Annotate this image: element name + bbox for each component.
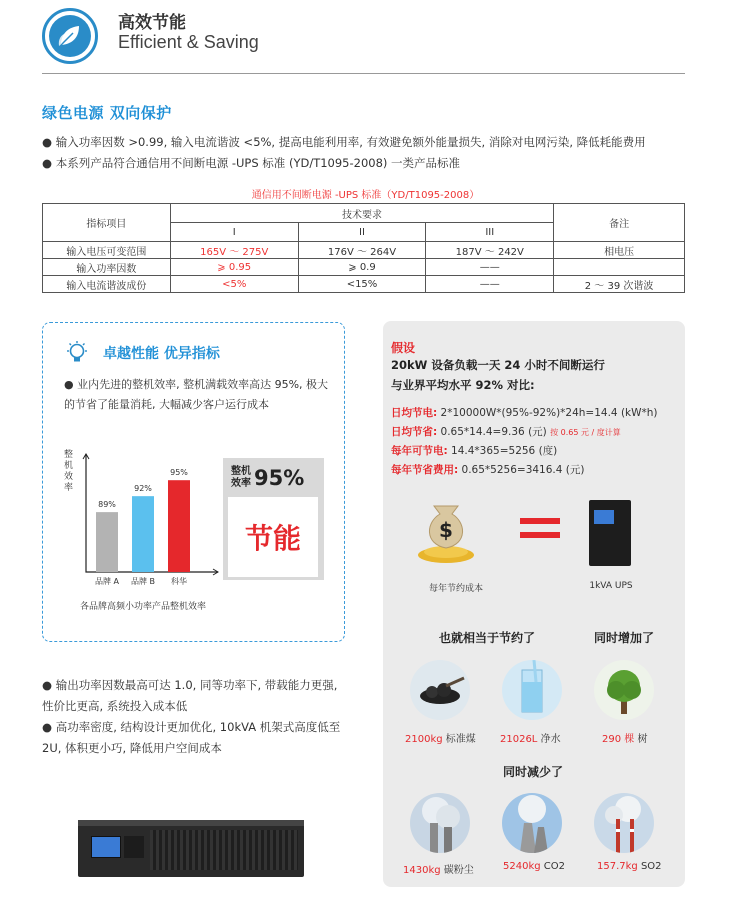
leaf-icon	[49, 15, 91, 57]
ups-label: 1kVA UPS	[589, 581, 633, 591]
cell-item: 输入功率因数	[43, 259, 171, 276]
cell-v1: <5%	[170, 276, 298, 293]
dust-result: 1430kg 碳粉尘	[403, 865, 474, 876]
efficiency-label	[231, 466, 251, 490]
bar-1	[132, 496, 154, 572]
bullet-3: ● 输出功率因数最高可达 1.0, 同等功率下, 带载能力更强, 性价比更高, 系统投入成本低	[42, 678, 338, 713]
bar-0	[96, 512, 118, 572]
tree-result: 290 棵 树	[602, 734, 648, 745]
equal-heading: 也就相当于节约了	[439, 631, 536, 645]
page-title-cn: 高效节能	[118, 13, 186, 33]
tower-ups-screen	[594, 510, 614, 524]
cell-v2: <15%	[298, 276, 426, 293]
rack-ups-buttons	[124, 836, 144, 858]
chart-caption: 各品牌高频小功率产品整机效率	[80, 602, 207, 612]
cell-item: 输入电压可变范围	[43, 242, 171, 259]
water-glass-icon	[502, 660, 562, 720]
rack-ups-screen	[91, 836, 121, 858]
category-label: 品牌 A	[94, 577, 120, 586]
cell-v1: 165V ～ 275V	[170, 242, 298, 259]
bar-value-label: 95%	[170, 468, 188, 478]
equal-sign-top	[520, 518, 560, 524]
chart-ylabel: 整机效率	[64, 450, 74, 493]
bar-value-label: 92%	[134, 484, 152, 494]
level-2: II	[298, 223, 426, 242]
so2-chimney-icon	[594, 793, 654, 853]
table-row	[43, 276, 685, 293]
so2-result: 157.7kg SO2	[597, 861, 662, 872]
cell-v2: ⩾ 0.9	[298, 259, 426, 276]
section-title: 绿色电源 双向保护	[42, 104, 172, 122]
co2-result: 5240kg CO2	[503, 861, 565, 872]
bar-2	[168, 480, 190, 572]
money-bag-icon	[416, 492, 476, 564]
cell-v1: ⩾ 0.95	[170, 259, 298, 276]
calc-yearly-power: 每年可节电: 14.4*365=5256 (度)	[391, 445, 558, 457]
energy-saving-text: 节能	[244, 522, 301, 555]
tree-icon	[594, 660, 654, 720]
calc-daily-power: 日均节电: 2*10000W*(95%-92%)*24h=14.4 (kW*h)	[391, 407, 658, 419]
assumption-line-1: 20kW 设备负载一天 24 小时不间断运行	[391, 358, 605, 372]
efficiency-label-2: 效率	[231, 478, 251, 489]
coal-result: 2100kg 标准煤	[405, 734, 476, 745]
coal-icon	[410, 660, 470, 720]
reduce-heading: 同时减少了	[503, 765, 564, 779]
table-caption: 通信用不间断电源 -UPS 标准（YD/T1095-2008）	[251, 190, 480, 201]
calc-yearly-saving: 每年节省费用: 0.65*5256=3416.4 (元)	[391, 464, 585, 476]
money-label: 每年节约成本	[428, 584, 483, 594]
calc-daily-saving: 日均节省: 0.65*14.4=9.36 (元) 按 0.65 元 / 度计算	[391, 426, 621, 438]
bullet-4: ● 高功率密度, 结构设计更加优化, 10kVA 机架式高度低至 2U, 体积更小巧, 降低用户空间成本	[42, 720, 341, 755]
category-label: 科华	[171, 577, 187, 586]
header-divider	[42, 73, 685, 74]
bullet-2: ● 本系列产品符合通信用不间断电源 -UPS 标准 (YD/T1095-2008) 一类产品标准	[42, 156, 461, 170]
bullet-1: ● 输入功率因数 >0.99, 输入电流谐波 <5%, 提高电能利用率, 有效避免额外能量损失, 消除对电网污染, 降低耗能费用	[42, 135, 646, 149]
efficiency-chart	[56, 448, 226, 593]
rack-ups-vent	[150, 830, 298, 870]
lightbulb-icon	[64, 340, 90, 366]
header-item: 指标项目	[43, 204, 171, 242]
co2-tower-icon	[502, 793, 562, 853]
svg-text:$: $	[439, 518, 453, 542]
increase-heading: 同时增加了	[594, 631, 655, 645]
assumption-heading: 假设	[391, 341, 416, 355]
cell-note: 2 ～ 39 次谐波	[554, 276, 685, 293]
page-title-en: Efficient & Saving	[118, 32, 259, 52]
header-req: 技术要求	[170, 204, 553, 223]
cell-item: 输入电流谐波成份	[43, 276, 171, 293]
table-row	[43, 259, 685, 276]
equal-sign-bottom	[520, 532, 560, 538]
cell-v3: ——	[426, 276, 554, 293]
efficiency-value: 95%	[254, 466, 305, 490]
table-row	[43, 242, 685, 259]
performance-title: 卓越性能 优异指标	[103, 346, 220, 362]
cell-v2: 176V ～ 264V	[298, 242, 426, 259]
level-3: III	[426, 223, 554, 242]
category-label: 品牌 B	[130, 577, 156, 586]
spec-table	[42, 203, 685, 293]
water-result: 21026L 净水	[500, 734, 561, 745]
level-1: I	[170, 223, 298, 242]
cell-note: 相电压	[554, 242, 685, 259]
assumption-line-2: 与业界平均水平 92% 对比:	[391, 378, 535, 392]
header-note: 备注	[554, 204, 685, 242]
bar-value-label: 89%	[98, 500, 116, 510]
dust-factory-icon	[410, 793, 470, 853]
rack-ups-top	[78, 820, 304, 826]
efficiency-label-1: 整机	[231, 466, 251, 477]
cell-v3: ——	[426, 259, 554, 276]
table-header-row	[43, 204, 685, 223]
performance-text: ● 业内先进的整机效率, 整机满载效率高达 95%, 极大的节省了能量消耗, 大幅减少客户运行成本	[64, 378, 329, 411]
cell-v3: 187V ～ 242V	[426, 242, 554, 259]
cell-note	[554, 259, 685, 276]
